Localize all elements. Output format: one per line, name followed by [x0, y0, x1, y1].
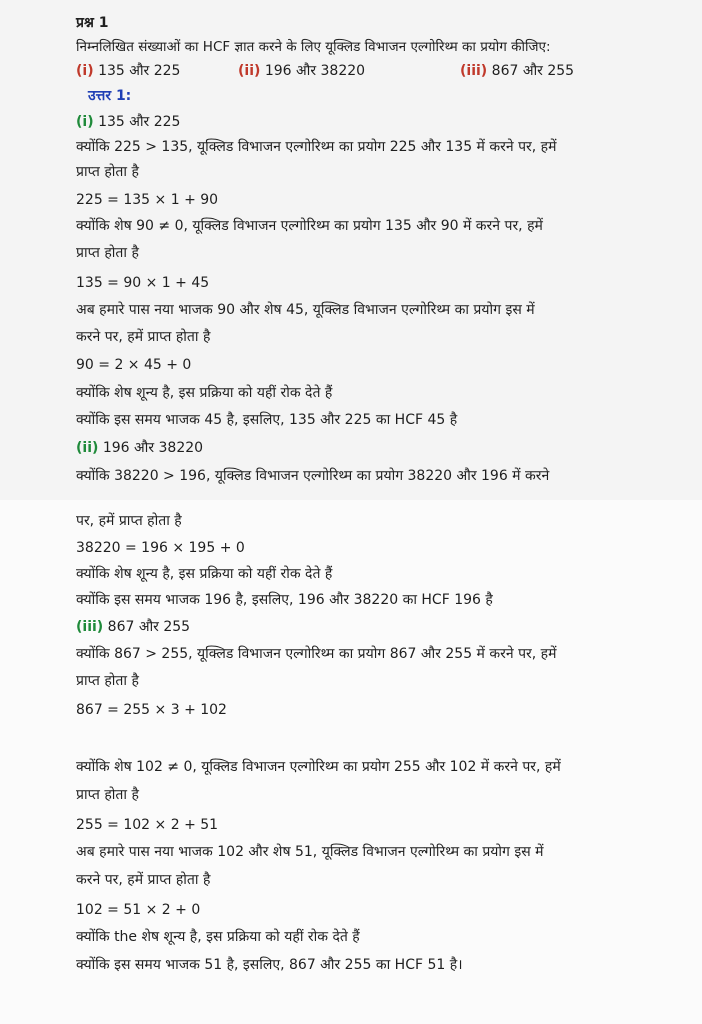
part1-line: करने पर, हमें प्राप्त होता है	[76, 329, 211, 345]
part3-line: अब हमारे पास नया भाजक 102 और शेष 51, यूक्लिड विभाजन एल्गोरिथ्म का प्रयोग इस में	[76, 844, 544, 860]
part3-heading-text: 867 और 255	[107, 619, 191, 635]
part1-line: क्योंकि 225 > 135, यूक्लिड विभाजन एल्गोरिथ्म का प्रयोग 225 और 135 में करने पर, हमें	[76, 139, 557, 155]
part2-line: क्योंकि शेष शून्य है, इस प्रक्रिया को यहीं रोक देते हैं	[76, 566, 333, 582]
part1-label: (i)	[76, 114, 94, 130]
part3-line: क्योंकि शेष 102 ≠ 0, यूक्लिड विभाजन एल्गोरिथ्म का प्रयोग 255 और 102 में करने पर, हमें	[76, 759, 561, 775]
part1-equation: 90 = 2 × 45 + 0	[76, 357, 192, 373]
part1-heading	[76, 113, 180, 131]
answer-title: उत्तर 1:	[88, 88, 132, 104]
part2-heading-text: 196 और 38220	[102, 440, 204, 456]
question-part-iii	[460, 62, 574, 80]
part1-conclusion: क्योंकि इस समय भाजक 45 है, इसलिए, 135 और 225 का HCF 45 है	[76, 412, 458, 428]
part3-line: करने पर, हमें प्राप्त होता है	[76, 872, 211, 888]
question-part-ii	[238, 62, 365, 80]
part1-line: प्राप्त होता है	[76, 245, 139, 261]
part1-heading-text: 135 और 225	[98, 114, 181, 130]
part-label: (ii)	[238, 63, 261, 79]
part1-equation: 135 = 90 × 1 + 45	[76, 275, 210, 291]
part2-label: (ii)	[76, 440, 99, 456]
question-part-i	[76, 62, 180, 80]
question-title: प्रश्न 1	[76, 15, 109, 31]
part1-line: क्योंकि शेष शून्य है, इस प्रक्रिया को यहीं रोक देते हैं	[76, 385, 333, 401]
part1-line: प्राप्त होता है	[76, 164, 139, 180]
part2-line: क्योंकि 38220 > 196, यूक्लिड विभाजन एल्गोरिथ्म का प्रयोग 38220 और 196 में करने	[76, 468, 550, 484]
part3-equation: 867 = 255 × 3 + 102	[76, 702, 227, 718]
part3-line: प्राप्त होता है	[76, 673, 139, 689]
part-text: 135 और 225	[98, 63, 181, 79]
part-text: 196 और 38220	[264, 63, 366, 79]
part3-equation: 102 = 51 × 2 + 0	[76, 902, 201, 918]
part2-conclusion: क्योंकि इस समय भाजक 196 है, इसलिए, 196 और 38220 का HCF 196 है	[76, 592, 493, 608]
part1-line: अब हमारे पास नया भाजक 90 और शेष 45, यूक्लिड विभाजन एल्गोरिथ्म का प्रयोग इस में	[76, 302, 535, 318]
part3-equation: 255 = 102 × 2 + 51	[76, 817, 219, 833]
part2-equation: 38220 = 196 × 195 + 0	[76, 540, 245, 556]
part3-heading	[76, 618, 190, 636]
part3-line: प्राप्त होता है	[76, 787, 139, 803]
part3-conclusion: क्योंकि इस समय भाजक 51 है, इसलिए, 867 और 255 का HCF 51 है।	[76, 957, 463, 973]
part2-line: पर, हमें प्राप्त होता है	[76, 513, 182, 529]
question-prompt: निम्नलिखित संख्याओं का HCF ज्ञात करने के लिए यूक्लिड विभाजन एल्गोरिथ्म का प्रयोग कीजिए:	[76, 39, 551, 55]
part2-heading	[76, 439, 203, 457]
part3-line: क्योंकि 867 > 255, यूक्लिड विभाजन एल्गोरिथ्म का प्रयोग 867 और 255 में करने पर, हमें	[76, 646, 557, 662]
part-text: 867 और 255	[491, 63, 575, 79]
part3-label: (iii)	[76, 619, 104, 635]
part-label: (i)	[76, 63, 94, 79]
part1-equation: 225 = 135 × 1 + 90	[76, 192, 219, 208]
part-label: (iii)	[460, 63, 488, 79]
part1-line: क्योंकि शेष 90 ≠ 0, यूक्लिड विभाजन एल्गोरिथ्म का प्रयोग 135 और 90 में करने पर, हमें	[76, 218, 543, 234]
part3-line: क्योंकि the शेष शून्य है, इस प्रक्रिया को यहीं रोक देते हैं	[76, 929, 360, 945]
